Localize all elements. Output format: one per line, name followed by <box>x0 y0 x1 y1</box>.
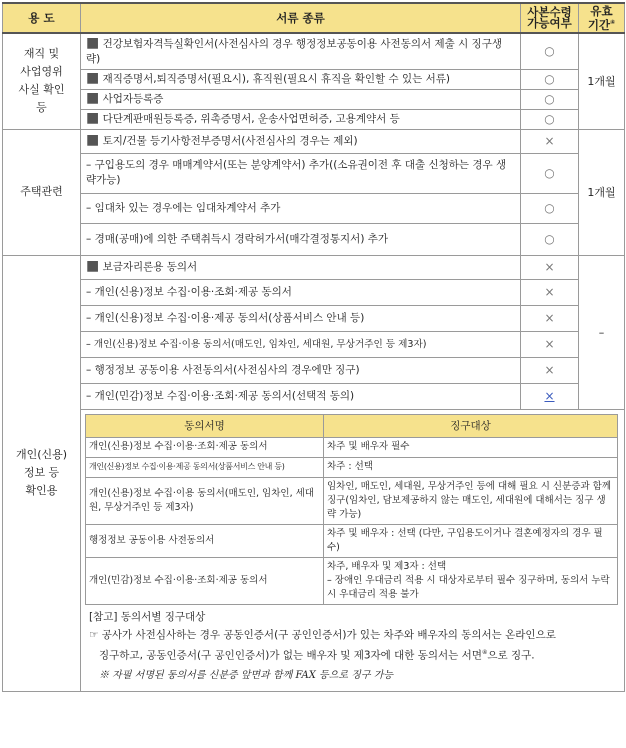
subtable-header-row <box>86 414 618 437</box>
consent-name: 개인(민감)정보 수집·이용·조회·제공 동의서 <box>86 557 324 604</box>
copy-status: × <box>521 279 579 305</box>
document-cell: ■ 토지/건물 등기사항전부증명서(사전심사의 경우는 제외) <box>81 129 521 153</box>
copy-status: ○ <box>521 33 579 69</box>
consent-name: 행정정보 공동이용 사전동의서 <box>86 524 324 557</box>
header-copy: 사본수령 가능여부 <box>521 3 579 33</box>
table-row <box>3 153 625 193</box>
document-cell: – 개인(민감)정보 수집·이용·조회·제공 동의서(선택적 동의) <box>81 383 521 409</box>
validity-cell: 1개월 <box>579 33 625 129</box>
table-row <box>3 255 625 279</box>
copy-status: × <box>521 255 579 279</box>
header-docs: 서류 종류 <box>81 3 521 33</box>
document-cell: – 구입용도의 경우 매매계약서(또는 분양계약서) 추가((소유권이전 후 대출 신청하는 경우 생략가능) <box>81 153 521 193</box>
subtable-row <box>86 457 618 477</box>
table-row <box>3 357 625 383</box>
subtable-header-name: 동의서명 <box>86 414 324 437</box>
table-row <box>3 109 625 129</box>
copy-status: ○ <box>521 153 579 193</box>
table-row <box>3 305 625 331</box>
use-cell-employment: 재직 및 사업영위 사실 확인 등 <box>3 33 81 129</box>
document-cell: – 개인(신용)정보 수집·이용 동의서(매도인, 임차인, 세대원, 무상거주인 등 제3자) <box>81 331 521 357</box>
subtable-row <box>86 524 618 557</box>
table-row <box>3 279 625 305</box>
reference-note <box>85 608 616 686</box>
use-cell-personal-info: 개인(신용) 정보 등 확인용 <box>3 255 81 692</box>
document-cell: – 개인(신용)정보 수집·이용·조회·제공 동의서 <box>81 279 521 305</box>
consent-subtable-cell <box>81 409 625 692</box>
copy-status: × <box>521 129 579 153</box>
consent-name: 개인(신용)정보 수집·이용 동의서(매도인, 임차인, 세대원, 무상거주인 등 제3자) <box>86 477 324 524</box>
copy-status: ○ <box>521 109 579 129</box>
header-validity: 유효 기간④ <box>579 3 625 33</box>
document-cell: ■ 보금자리론용 동의서 <box>81 255 521 279</box>
document-requirements-table <box>2 2 625 692</box>
consent-name: 개인(신용)정보 수집·이용·조회·제공 동의서 <box>86 437 324 457</box>
subtable-row <box>86 437 618 457</box>
pointing-hand-icon: ☞ <box>89 628 99 641</box>
consent-name: 개인(신용)정보 수집·이용·제공 동의서(상품서비스 안내 등) <box>86 457 324 477</box>
copy-status: × <box>521 331 579 357</box>
subtable-row <box>86 557 618 604</box>
table-row <box>3 33 625 69</box>
consent-target: 차주 : 선택 <box>324 457 618 477</box>
table-header-row <box>3 3 625 33</box>
document-cell: ■ 재직증명서,퇴직증명서(필요시), 휴직원(필요시 휴직을 확인할 수 있는 서류) <box>81 69 521 89</box>
validity-cell: – <box>579 255 625 409</box>
document-cell: – 개인(신용)정보 수집·이용·제공 동의서(상품서비스 안내 등) <box>81 305 521 331</box>
copy-status: × <box>521 305 579 331</box>
copy-status: ○ <box>521 69 579 89</box>
copy-status-link[interactable]: × <box>521 383 579 409</box>
note-title: [참고] 동의서별 징구대상 <box>89 610 206 623</box>
note-body: ☞ 공사가 사전심사하는 경우 공동인증서(구 공인인증서)가 있는 차주와 배우자의 동의서는 온라인으로 <box>89 628 556 641</box>
table-row <box>3 89 625 109</box>
handwritten-note: ※ 자필 서명된 동의서를 신분증 앞면과 함께 FAX 등으로 징구 가능 <box>99 670 394 681</box>
table-row <box>3 383 625 409</box>
consent-target: 차주 및 배우자 필수 <box>324 437 618 457</box>
copy-status: ○ <box>521 89 579 109</box>
copy-status: × <box>521 357 579 383</box>
consent-target: 차주 및 배우자 : 선택 (다만, 구입용도이거나 결혼예정자의 경우 필수) <box>324 524 618 557</box>
table-row <box>3 223 625 255</box>
document-cell: ■ 다단계판매원등록증, 위촉증명서, 운송사업면허증, 고용계약서 등 <box>81 109 521 129</box>
consent-subtable <box>85 414 618 605</box>
consent-target: 차주, 배우자 및 제3자 : 선택 – 장애인 우대금리 적용 시 대상자로부터 필수 징구하며, 동의서 누락 시 우대금리 적용 불가 <box>324 557 618 604</box>
document-cell: – 경매(공매)에 의한 주택취득시 경락허가서(매각결정통지서) 추가 <box>81 223 521 255</box>
table-row <box>3 193 625 223</box>
copy-status: ○ <box>521 193 579 223</box>
subtable-row <box>86 477 618 524</box>
document-cell: – 임대차 있는 경우에는 임대차계약서 추가 <box>81 193 521 223</box>
document-cell: ■ 건강보험자격득실확인서(사전심사의 경우 행정정보공동이용 사전동의서 제출 시 징구생략) <box>81 33 521 69</box>
validity-cell: 1개월 <box>579 129 625 255</box>
use-cell-housing: 주택관련 <box>3 129 81 255</box>
document-cell: ■ 사업자등록증 <box>81 89 521 109</box>
subtable-header-target: 징구대상 <box>324 414 618 437</box>
consent-subtable-row <box>3 409 625 692</box>
document-cell: – 행정정보 공동이용 사전동의서(사전심사의 경우에만 징구) <box>81 357 521 383</box>
header-use: 용 도 <box>3 3 81 33</box>
note-body-cont: 징구하고, 공동인증서(구 공인인증서)가 없는 배우자 및 제3자에 대한 동의서는 서면④으로 징구. <box>99 648 535 661</box>
table-row <box>3 331 625 357</box>
table-row <box>3 129 625 153</box>
consent-target: 임차인, 매도인, 세대원, 무상거주인 등에 대해 필요 시 신분증과 함께 징구(임차인, 담보제공하지 않는 매도인, 세대원에 대해서는 징구 생략 가능) <box>324 477 618 524</box>
copy-status: ○ <box>521 223 579 255</box>
table-row <box>3 69 625 89</box>
